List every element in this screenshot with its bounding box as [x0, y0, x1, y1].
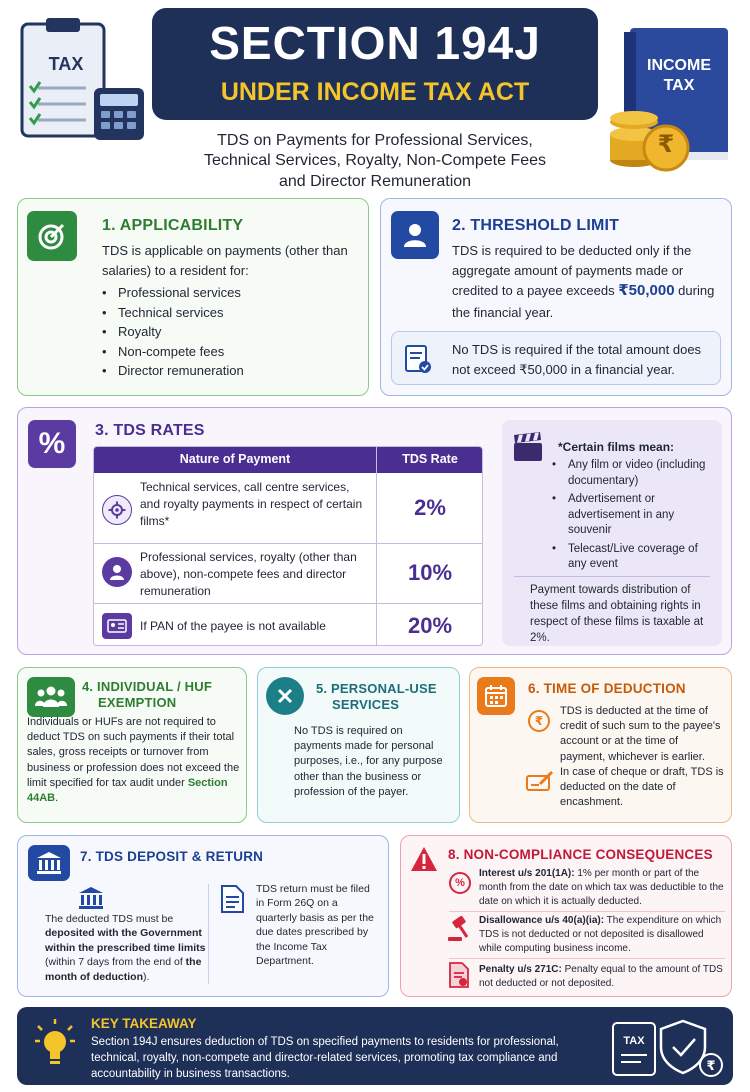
list-item: • Technical services: [102, 303, 360, 323]
bank-icon: [28, 845, 70, 881]
consequence-label: Interest u/s 201(1A):: [479, 868, 575, 879]
government-building-icon: [78, 886, 104, 910]
row-divider: [94, 603, 483, 604]
takeaway-badge-label: TAX: [623, 1035, 645, 1047]
deposit-right-text: TDS return must be filed in Form 26Q on a quarterly basis as per the due dates prescribed by the Income Tax Department.: [256, 883, 374, 968]
book-label-line: TAX: [663, 77, 695, 94]
takeaway-title: KEY TAKEAWAY: [91, 1016, 197, 1031]
threshold-text: [452, 241, 724, 322]
title-line: SERVICES: [332, 697, 400, 713]
deposit-text-part: (within 7 days from the end of: [45, 956, 186, 969]
list-item: • Any film or video (including documentary): [552, 458, 716, 489]
divider: [449, 911, 725, 912]
divider: [449, 958, 725, 959]
threshold-text-part: TDS is required to be deducted only if the aggregate amount of payments made or credited to a payee exceeds: [452, 243, 692, 298]
applicability-intro: TDS is applicable on payments (other than salaries) to a resident for:: [102, 243, 348, 278]
section-reference: Section 44AB: [27, 776, 228, 804]
deposit-left-text: [45, 912, 225, 984]
row-rate: 2%: [414, 495, 446, 520]
personal-use-card: [257, 667, 460, 823]
gear-icon: [102, 495, 132, 525]
films-note: Payment towards distribution of these films and obtaining rights in respect of these films is taxable at 2%.: [530, 584, 704, 644]
col-header-rate: TDS Rate: [402, 452, 458, 466]
non-compliance-title: 8. NON-COMPLIANCE CONSEQUENCES: [448, 847, 713, 862]
tds-rates-card: [17, 407, 732, 655]
takeaway-text: Section 194J ensures deduction of TDS on specified payments to residents for professional, technical, royalty, non-compete and director-related services, promoting tax compliance and accountability in business transactions.: [91, 1036, 559, 1081]
percent-icon: %: [28, 420, 76, 468]
list-item: • Royalty: [102, 322, 360, 342]
row-nature: Technical services, call centre services, and royalty payments in respect of certain films*: [140, 480, 363, 528]
consequence-detail: Penalty equal to the amount of TDS not deducted or not deposited.: [479, 964, 723, 989]
clipboard-label: TAX: [48, 54, 84, 74]
book-label-line: INCOME: [647, 57, 711, 74]
threshold-amount: ₹50,000: [618, 282, 675, 299]
clipboard-calculator-icon: [16, 16, 148, 142]
divider: [514, 576, 710, 577]
deposit-title: 7. TDS DEPOSIT & RETURN: [80, 849, 264, 864]
personal-text: No TDS is required on payments made for personal purposes, i.e., for any purpose other than the business or profession of the payer.: [294, 725, 443, 798]
films-box: [502, 420, 722, 646]
divider: [208, 884, 209, 984]
list-item: • Advertisement or advertisement in any souvenir: [552, 492, 716, 539]
description-line: TDS on Payments for Professional Services,: [217, 132, 533, 149]
consequence-label: Disallowance u/s 40(a)(ia):: [479, 915, 605, 926]
individual-title: [82, 679, 212, 712]
warning-icon: [410, 846, 438, 872]
deposit-bold-text: deposited with the Government within the prescribed time limits: [45, 927, 206, 954]
applicability-list: [102, 283, 360, 381]
time-title: 6. TIME OF DEDUCTION: [528, 681, 686, 696]
time-point-1: TDS is deducted at the time of credit of such sum to the payee's account or at the time of payment, whichever is earlier.: [560, 705, 721, 763]
percent-circle-icon: %: [449, 872, 471, 894]
penalty-document-icon: [448, 962, 470, 988]
title-line: EXEMPTION: [98, 695, 177, 711]
individual-text-part: .: [55, 791, 59, 804]
consequence-detail: The expenditure on which TDS is not deducted or not deposited is disallowed while computing business income.: [479, 915, 722, 954]
calendar-icon: [477, 677, 515, 715]
threshold-title: 2. THRESHOLD LIMIT: [452, 217, 620, 234]
page-subtitle: UNDER INCOME TAX ACT: [220, 78, 530, 106]
list-item: • Telecast/Live coverage of any event: [552, 542, 716, 573]
id-card-icon: [102, 613, 132, 639]
row-divider: [94, 543, 483, 544]
consequence-text: [479, 914, 727, 955]
close-circle-icon: [266, 677, 304, 715]
threshold-card: [380, 198, 732, 396]
title-line: 5. PERSONAL-USE: [316, 681, 437, 696]
header-description: [160, 131, 590, 192]
person-icon: [102, 557, 132, 587]
group-users-icon: [27, 677, 75, 717]
list-item: • Non-compete fees: [102, 342, 360, 362]
deposit-text-part: The deducted TDS must be: [45, 913, 174, 925]
threshold-text-part: during the financial year.: [452, 283, 715, 320]
threshold-note: No TDS is required if the total amount does not exceed ₹50,000 in a financial year.: [452, 342, 702, 377]
row-rate: 20%: [407, 613, 453, 638]
deposit-return-card: [17, 835, 389, 997]
time-of-deduction-card: [469, 667, 732, 823]
personal-title: [316, 681, 437, 714]
individual-text: [27, 715, 241, 806]
films-title: *Certain films mean:: [558, 440, 675, 454]
key-takeaway-banner: [17, 1007, 733, 1085]
document-check-icon: [404, 344, 432, 374]
rupee-circle-icon: ₹: [528, 710, 550, 732]
row-nature: If PAN of the payee is not available: [140, 619, 326, 633]
rupee-coin-symbol: ₹: [657, 131, 675, 158]
document-icon: [218, 884, 246, 914]
row-nature: Professional services, royalty (other than above), non-compete fees and director remuneration: [140, 550, 357, 598]
rates-table: [93, 446, 483, 646]
clapperboard-icon: [512, 432, 544, 462]
tds-rates-title: 3. TDS RATES: [95, 422, 205, 439]
row-rate: 10%: [407, 560, 453, 585]
non-compliance-card: [400, 835, 732, 997]
description-line: and Director Remuneration: [278, 172, 472, 190]
deposit-text-part: ).: [142, 970, 150, 983]
individual-text-part: Individuals or HUFs are not required to deduct TDS on such payments if their total sales, gross receipts or turnover from business or profession does not exceed the limit specified for tax audit under: [27, 716, 240, 789]
list-item: • Professional services: [102, 283, 360, 303]
consequence-label: Penalty u/s 271C:: [479, 964, 562, 975]
consequence-detail: 1% per month or part of the month from the date on which tax was deductible to the date on which it is actually deducted.: [479, 868, 724, 907]
films-list: [552, 458, 716, 573]
title-line: 4. INDIVIDUAL / HUF: [82, 679, 212, 694]
book-label: [632, 56, 726, 96]
col-header-nature: Nature of Payment: [179, 452, 291, 466]
list-item: • Director remuneration: [102, 361, 360, 381]
page-title: SECTION 194J: [209, 17, 541, 69]
applicability-card: [17, 198, 369, 396]
individual-huf-card: [17, 667, 247, 823]
tax-shield-icon: [611, 1017, 727, 1079]
user-icon: [391, 211, 439, 259]
svg-text:₹: ₹: [706, 1059, 716, 1074]
lightbulb-icon: [35, 1019, 75, 1069]
time-point-2: In case of cheque or draft, TDS is deducted on the date of encashment.: [560, 766, 724, 809]
cheque-sign-icon: [526, 770, 554, 792]
consequence-text: [479, 963, 727, 991]
applicability-title: 1. APPLICABILITY: [102, 217, 244, 234]
threshold-note-box: [391, 331, 721, 385]
deposit-bold-text: the month of deduction: [45, 956, 202, 983]
consequence-text: [479, 867, 727, 908]
target-icon: [27, 211, 77, 261]
gavel-icon: [447, 916, 471, 942]
description-line: Technical Services, Royalty, Non-Compete Fees: [203, 152, 547, 170]
